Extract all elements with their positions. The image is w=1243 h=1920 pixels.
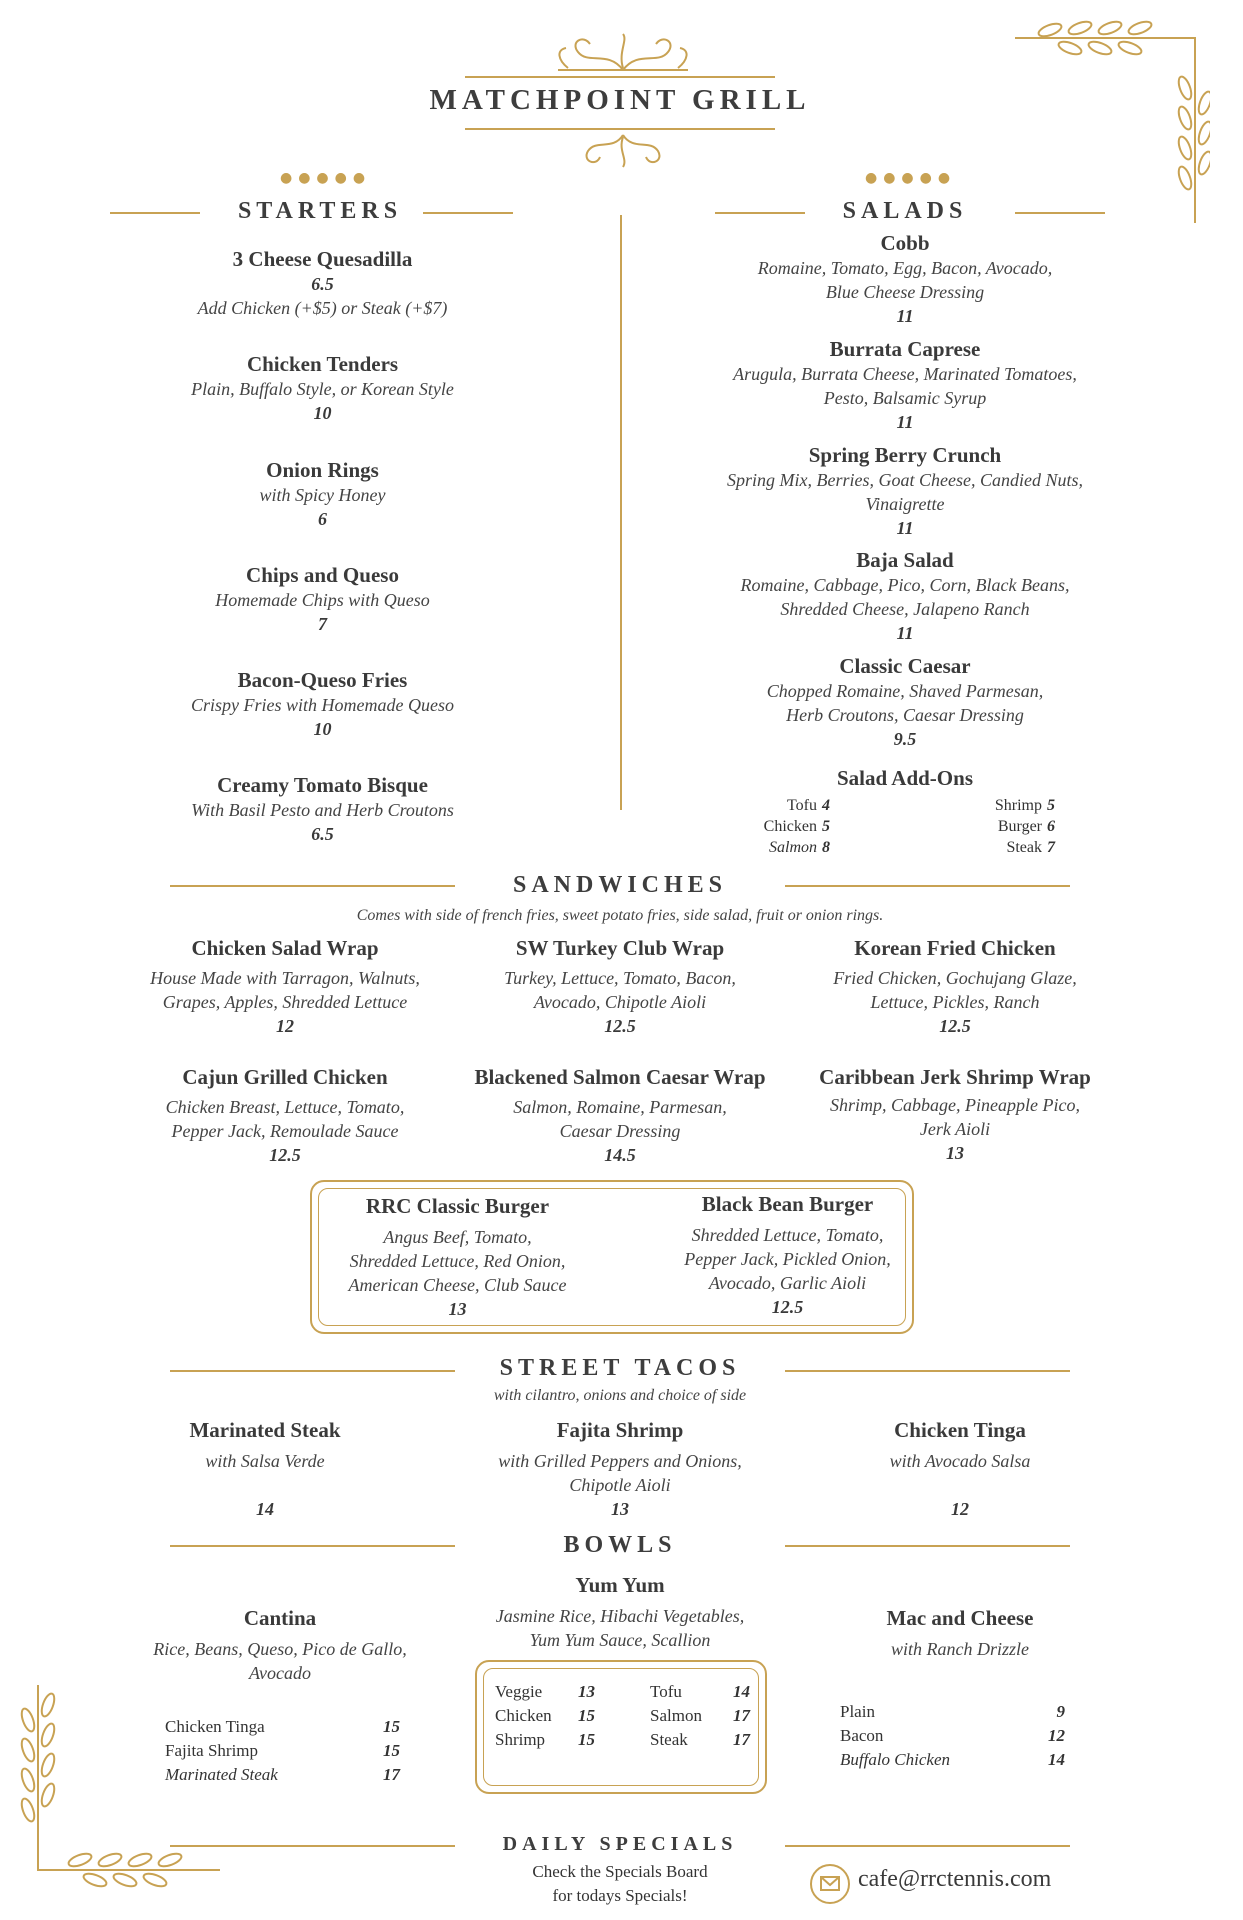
specials-rule-right xyxy=(785,1845,1070,1847)
bowl-option-name: Bacon xyxy=(840,1726,884,1745)
starter-price: 7 xyxy=(318,614,327,634)
addon-name: Tofu xyxy=(787,797,817,814)
sandwich-desc: Avocado, Chipotle Aioli xyxy=(533,992,707,1012)
starter-price: 6.5 xyxy=(311,274,334,294)
sandwich-price: 14.5 xyxy=(604,1145,636,1165)
starter-name: Onion Rings xyxy=(266,458,379,482)
bowl-option-price: 14 xyxy=(733,1682,750,1701)
salads-heading: SALADS xyxy=(842,198,968,224)
bowl-option-price: 15 xyxy=(578,1706,595,1725)
starter-name: Bacon-Queso Fries xyxy=(237,668,408,692)
taco-item xyxy=(815,1417,1105,1521)
salad-name: Baja Salad xyxy=(856,548,954,572)
bowl-option-name: Buffalo Chicken xyxy=(840,1750,951,1769)
starter-price: 6 xyxy=(318,509,327,529)
addon-name: Chicken xyxy=(763,818,817,835)
sandwich-price: 12.5 xyxy=(939,1016,971,1036)
salad-desc: Spring Mix, Berries, Goat Cheese, Candied Nuts, xyxy=(727,470,1083,490)
bowl-desc: Yum Yum Sauce, Scallion xyxy=(529,1630,711,1650)
addon-price: 5 xyxy=(822,818,830,835)
taco-desc: Chipotle Aioli xyxy=(569,1475,671,1495)
page-title: MATCHPOINT GRILL xyxy=(429,84,811,116)
sandwich-desc: Salmon, Romaine, Parmesan, xyxy=(513,1097,727,1117)
sandwich-price: 12 xyxy=(276,1016,294,1036)
specials-line: Check the Specials Board xyxy=(532,1862,708,1881)
sandwich-item xyxy=(790,1064,1120,1165)
starter-item xyxy=(140,772,505,846)
sandwich-desc: Grapes, Apples, Shredded Lettuce xyxy=(162,992,408,1012)
salad-addons-left xyxy=(740,795,830,858)
salad-name: Spring Berry Crunch xyxy=(808,443,1002,467)
taco-desc: with Avocado Salsa xyxy=(889,1451,1031,1471)
burger-desc: Avocado, Garlic Aioli xyxy=(708,1273,867,1293)
bowl-desc: Rice, Beans, Queso, Pico de Gallo, xyxy=(153,1639,407,1659)
bowl-option-name: Chicken Tinga xyxy=(165,1717,265,1736)
bowl-option-price: 15 xyxy=(383,1741,400,1760)
starter-price: 10 xyxy=(313,719,332,739)
specials-line: for todays Specials! xyxy=(552,1886,688,1905)
yumyum-options-right xyxy=(650,1680,750,1752)
bowls-heading: BOWLS xyxy=(563,1532,677,1558)
taco-price: 13 xyxy=(611,1499,629,1519)
salad-desc: Romaine, Cabbage, Pico, Corn, Black Beans, xyxy=(740,575,1070,595)
sandwiches-subtitle: Comes with side of french fries, sweet potato fries, side salad, fruit or onion rings. xyxy=(356,907,884,924)
bowl-option-name: Marinated Steak xyxy=(165,1765,278,1784)
burger-name: Black Bean Burger xyxy=(701,1192,874,1216)
salad-addons-right xyxy=(965,795,1055,858)
salad-desc: Chopped Romaine, Shaved Parmesan, xyxy=(766,681,1044,701)
bowl-option-price: 13 xyxy=(578,1682,595,1701)
title-rule-bottom xyxy=(465,128,775,130)
salad-item xyxy=(690,653,1120,751)
sandwich-price: 12.5 xyxy=(269,1145,301,1165)
salad-price: 11 xyxy=(896,623,914,643)
envelope-icon xyxy=(812,1866,848,1902)
sandwich-desc: Pepper Jack, Remoulade Sauce xyxy=(171,1121,399,1141)
salad-desc: Pesto, Balsamic Syrup xyxy=(823,388,987,408)
sandwich-name: Cajun Grilled Chicken xyxy=(182,1065,388,1089)
taco-price: 12 xyxy=(951,1499,969,1519)
bowl-option-price: 9 xyxy=(1056,1702,1065,1721)
salad-desc: Shredded Cheese, Jalapeno Ranch xyxy=(780,599,1030,619)
bowl-option-name: Chicken xyxy=(495,1706,552,1725)
sandwich-desc: Turkey, Lettuce, Tomato, Bacon, xyxy=(504,968,736,988)
bowl-option-price: 17 xyxy=(733,1730,750,1749)
starter-item xyxy=(140,667,505,741)
sandwich-item xyxy=(120,935,450,1038)
salad-desc: Herb Croutons, Caesar Dressing xyxy=(786,705,1024,725)
bowl-desc: Jasmine Rice, Hibachi Vegetables, xyxy=(495,1606,745,1626)
header-ornament-top xyxy=(548,30,698,75)
burger-item xyxy=(655,1191,920,1319)
starters-rule-left xyxy=(110,212,200,214)
bowls-rule-right xyxy=(785,1545,1070,1547)
sandwiches-heading: SANDWICHES xyxy=(512,872,728,898)
sandwich-item xyxy=(790,935,1120,1038)
tacos-subtitle: with cilantro, onions and choice of side xyxy=(493,1387,747,1404)
salads-rule-left xyxy=(715,212,805,214)
burger-desc: Angus Beef, Tomato, xyxy=(383,1227,532,1247)
salad-desc: Arugula, Burrata Cheese, Marinated Tomatoes, xyxy=(733,364,1077,384)
bowl-mac xyxy=(810,1605,1110,1661)
tacos-heading: STREET TACOS xyxy=(499,1355,741,1381)
starter-desc: Plain, Buffalo Style, or Korean Style xyxy=(191,379,454,399)
contact-email[interactable]: cafe@rrctennis.com xyxy=(858,1866,1052,1892)
addon-price: 4 xyxy=(822,797,830,814)
starters-heading: STARTERS xyxy=(237,198,403,224)
specials-rule-left xyxy=(170,1845,455,1847)
taco-name: Chicken Tinga xyxy=(894,1418,1026,1442)
addon-name: Salmon xyxy=(769,839,817,856)
starter-name: Chicken Tenders xyxy=(246,352,399,376)
bowl-desc: Avocado xyxy=(249,1663,311,1683)
bowls-rule-left xyxy=(170,1545,455,1547)
salad-price: 11 xyxy=(896,518,914,538)
title-rule-top xyxy=(465,76,775,78)
sandwich-item xyxy=(445,1064,795,1167)
starter-price: 10 xyxy=(313,403,332,423)
sandwich-name: Chicken Salad Wrap xyxy=(191,936,379,960)
burger-desc: Shredded Lettuce, Red Onion, xyxy=(349,1251,566,1271)
sandwich-desc: Chicken Breast, Lettuce, Tomato, xyxy=(165,1097,405,1117)
salad-item xyxy=(690,230,1120,328)
salads-dots: ●●●●● xyxy=(865,170,957,186)
email-icon xyxy=(810,1864,850,1904)
starter-name: Creamy Tomato Bisque xyxy=(217,773,428,797)
starter-name: 3 Cheese Quesadilla xyxy=(232,247,413,271)
bowl-option-price: 12 xyxy=(1048,1726,1065,1745)
salad-item xyxy=(690,547,1120,645)
sandwich-name: Blackened Salmon Caesar Wrap xyxy=(474,1065,766,1089)
starter-desc: Homemade Chips with Queso xyxy=(215,590,430,610)
header-ornament-bottom xyxy=(568,131,678,171)
addon-price: 7 xyxy=(1047,839,1055,856)
bowl-option-price: 17 xyxy=(383,1765,400,1784)
bowl-option-name: Fajita Shrimp xyxy=(165,1741,259,1760)
bowl-option-name: Veggie xyxy=(495,1682,543,1701)
burger-price: 13 xyxy=(448,1299,467,1319)
specials-text xyxy=(470,1860,770,1908)
sandwich-desc: Lettuce, Pickles, Ranch xyxy=(870,992,1040,1012)
salad-desc: Blue Cheese Dressing xyxy=(825,282,985,302)
salad-price: 11 xyxy=(896,412,914,432)
burger-item xyxy=(320,1193,595,1321)
starter-price: 6.5 xyxy=(311,824,334,844)
bowl-option-price: 14 xyxy=(1048,1750,1065,1769)
sandwich-item xyxy=(120,1064,450,1167)
bowl-yumyum xyxy=(460,1572,780,1652)
taco-item xyxy=(120,1417,410,1521)
burger-desc: Pepper Jack, Pickled Onion, xyxy=(684,1249,891,1269)
sandwiches-rule-right xyxy=(785,885,1070,887)
addon-price: 6 xyxy=(1047,818,1055,835)
starter-item xyxy=(140,562,505,636)
bowl-option-price: 15 xyxy=(383,1717,400,1736)
starter-desc: With Basil Pesto and Herb Croutons xyxy=(191,800,454,820)
specials-heading: DAILY SPECIALS xyxy=(502,1833,738,1855)
addon-name: Burger xyxy=(997,818,1042,835)
tacos-rule-right xyxy=(785,1370,1070,1372)
salad-name: Cobb xyxy=(880,231,930,255)
starter-item xyxy=(140,457,505,531)
addon-price: 8 xyxy=(822,839,830,856)
taco-desc: with Salsa Verde xyxy=(205,1451,325,1471)
sandwich-price: 13 xyxy=(946,1143,964,1163)
sandwich-price: 12.5 xyxy=(604,1016,636,1036)
bowl-option-name: Tofu xyxy=(650,1682,682,1701)
sandwich-desc: Jerk Aioli xyxy=(919,1119,991,1139)
starter-desc: with Spicy Honey xyxy=(259,485,386,505)
bowl-option-price: 17 xyxy=(733,1706,750,1725)
burger-desc: American Cheese, Club Sauce xyxy=(348,1275,567,1295)
salad-desc: Romaine, Tomato, Egg, Bacon, Avocado, xyxy=(757,258,1053,278)
sandwich-name: Caribbean Jerk Shrimp Wrap xyxy=(819,1065,1091,1089)
bowl-name: Mac and Cheese xyxy=(886,1606,1034,1630)
salad-item xyxy=(690,442,1120,540)
burger-desc: Shredded Lettuce, Tomato, xyxy=(691,1225,884,1245)
salads-rule-right xyxy=(1015,212,1105,214)
addon-price: 5 xyxy=(1047,797,1055,814)
mac-options xyxy=(840,1700,1065,1772)
salad-price: 11 xyxy=(896,306,914,326)
bowl-cantina xyxy=(130,1605,430,1685)
corner-vine-top-right-icon xyxy=(1010,18,1210,228)
salad-name: Burrata Caprese xyxy=(829,337,981,361)
sandwich-desc: Shrimp, Cabbage, Pineapple Pico, xyxy=(830,1095,1080,1115)
starters-dots: ●●●●● xyxy=(280,170,372,186)
bowl-option-name: Plain xyxy=(840,1702,875,1721)
sandwiches-rule-left xyxy=(170,885,455,887)
starter-desc: Crispy Fries with Homemade Queso xyxy=(191,695,454,715)
bowl-option-name: Shrimp xyxy=(495,1730,546,1749)
cantina-options xyxy=(165,1715,400,1787)
starter-desc: Add Chicken (+$5) or Steak (+$7) xyxy=(197,298,448,318)
taco-price: 14 xyxy=(256,1499,274,1519)
sandwich-desc: Fried Chicken, Gochujang Glaze, xyxy=(833,968,1077,988)
taco-name: Marinated Steak xyxy=(189,1418,341,1442)
salad-desc: Vinaigrette xyxy=(865,494,945,514)
starter-item xyxy=(140,246,505,320)
taco-desc: with Grilled Peppers and Onions, xyxy=(498,1451,742,1471)
bowl-name: Yum Yum xyxy=(575,1573,665,1597)
sandwich-name: SW Turkey Club Wrap xyxy=(515,936,725,960)
salad-item xyxy=(690,336,1120,434)
salad-name: Classic Caesar xyxy=(839,654,971,678)
bowl-option-name: Steak xyxy=(650,1730,688,1749)
starter-name: Chips and Queso xyxy=(246,563,399,587)
bowl-option-price: 15 xyxy=(578,1730,595,1749)
addon-name: Shrimp xyxy=(994,797,1042,814)
burger-price: 12.5 xyxy=(771,1297,804,1317)
column-divider xyxy=(620,215,622,810)
taco-item xyxy=(465,1417,775,1521)
bowl-name: Cantina xyxy=(243,1606,317,1630)
sandwich-name: Korean Fried Chicken xyxy=(854,936,1056,960)
starter-item xyxy=(140,351,505,425)
salad-price: 9.5 xyxy=(893,729,917,749)
starters-rule-right xyxy=(423,212,513,214)
sandwich-desc: Caesar Dressing xyxy=(559,1121,681,1141)
bowl-option-name: Salmon xyxy=(650,1706,702,1725)
sandwich-desc: House Made with Tarragon, Walnuts, xyxy=(150,968,420,988)
tacos-rule-left xyxy=(170,1370,455,1372)
yumyum-options-left xyxy=(495,1680,595,1752)
corner-vine-bottom-left-icon xyxy=(20,1680,230,1900)
salad-addons-heading: Salad Add-Ons xyxy=(837,766,973,790)
bowl-desc: with Ranch Drizzle xyxy=(891,1639,1029,1659)
sandwich-item xyxy=(455,935,785,1038)
taco-name: Fajita Shrimp xyxy=(556,1418,684,1442)
burger-name: RRC Classic Burger xyxy=(365,1194,550,1218)
addon-name: Steak xyxy=(1006,839,1042,856)
